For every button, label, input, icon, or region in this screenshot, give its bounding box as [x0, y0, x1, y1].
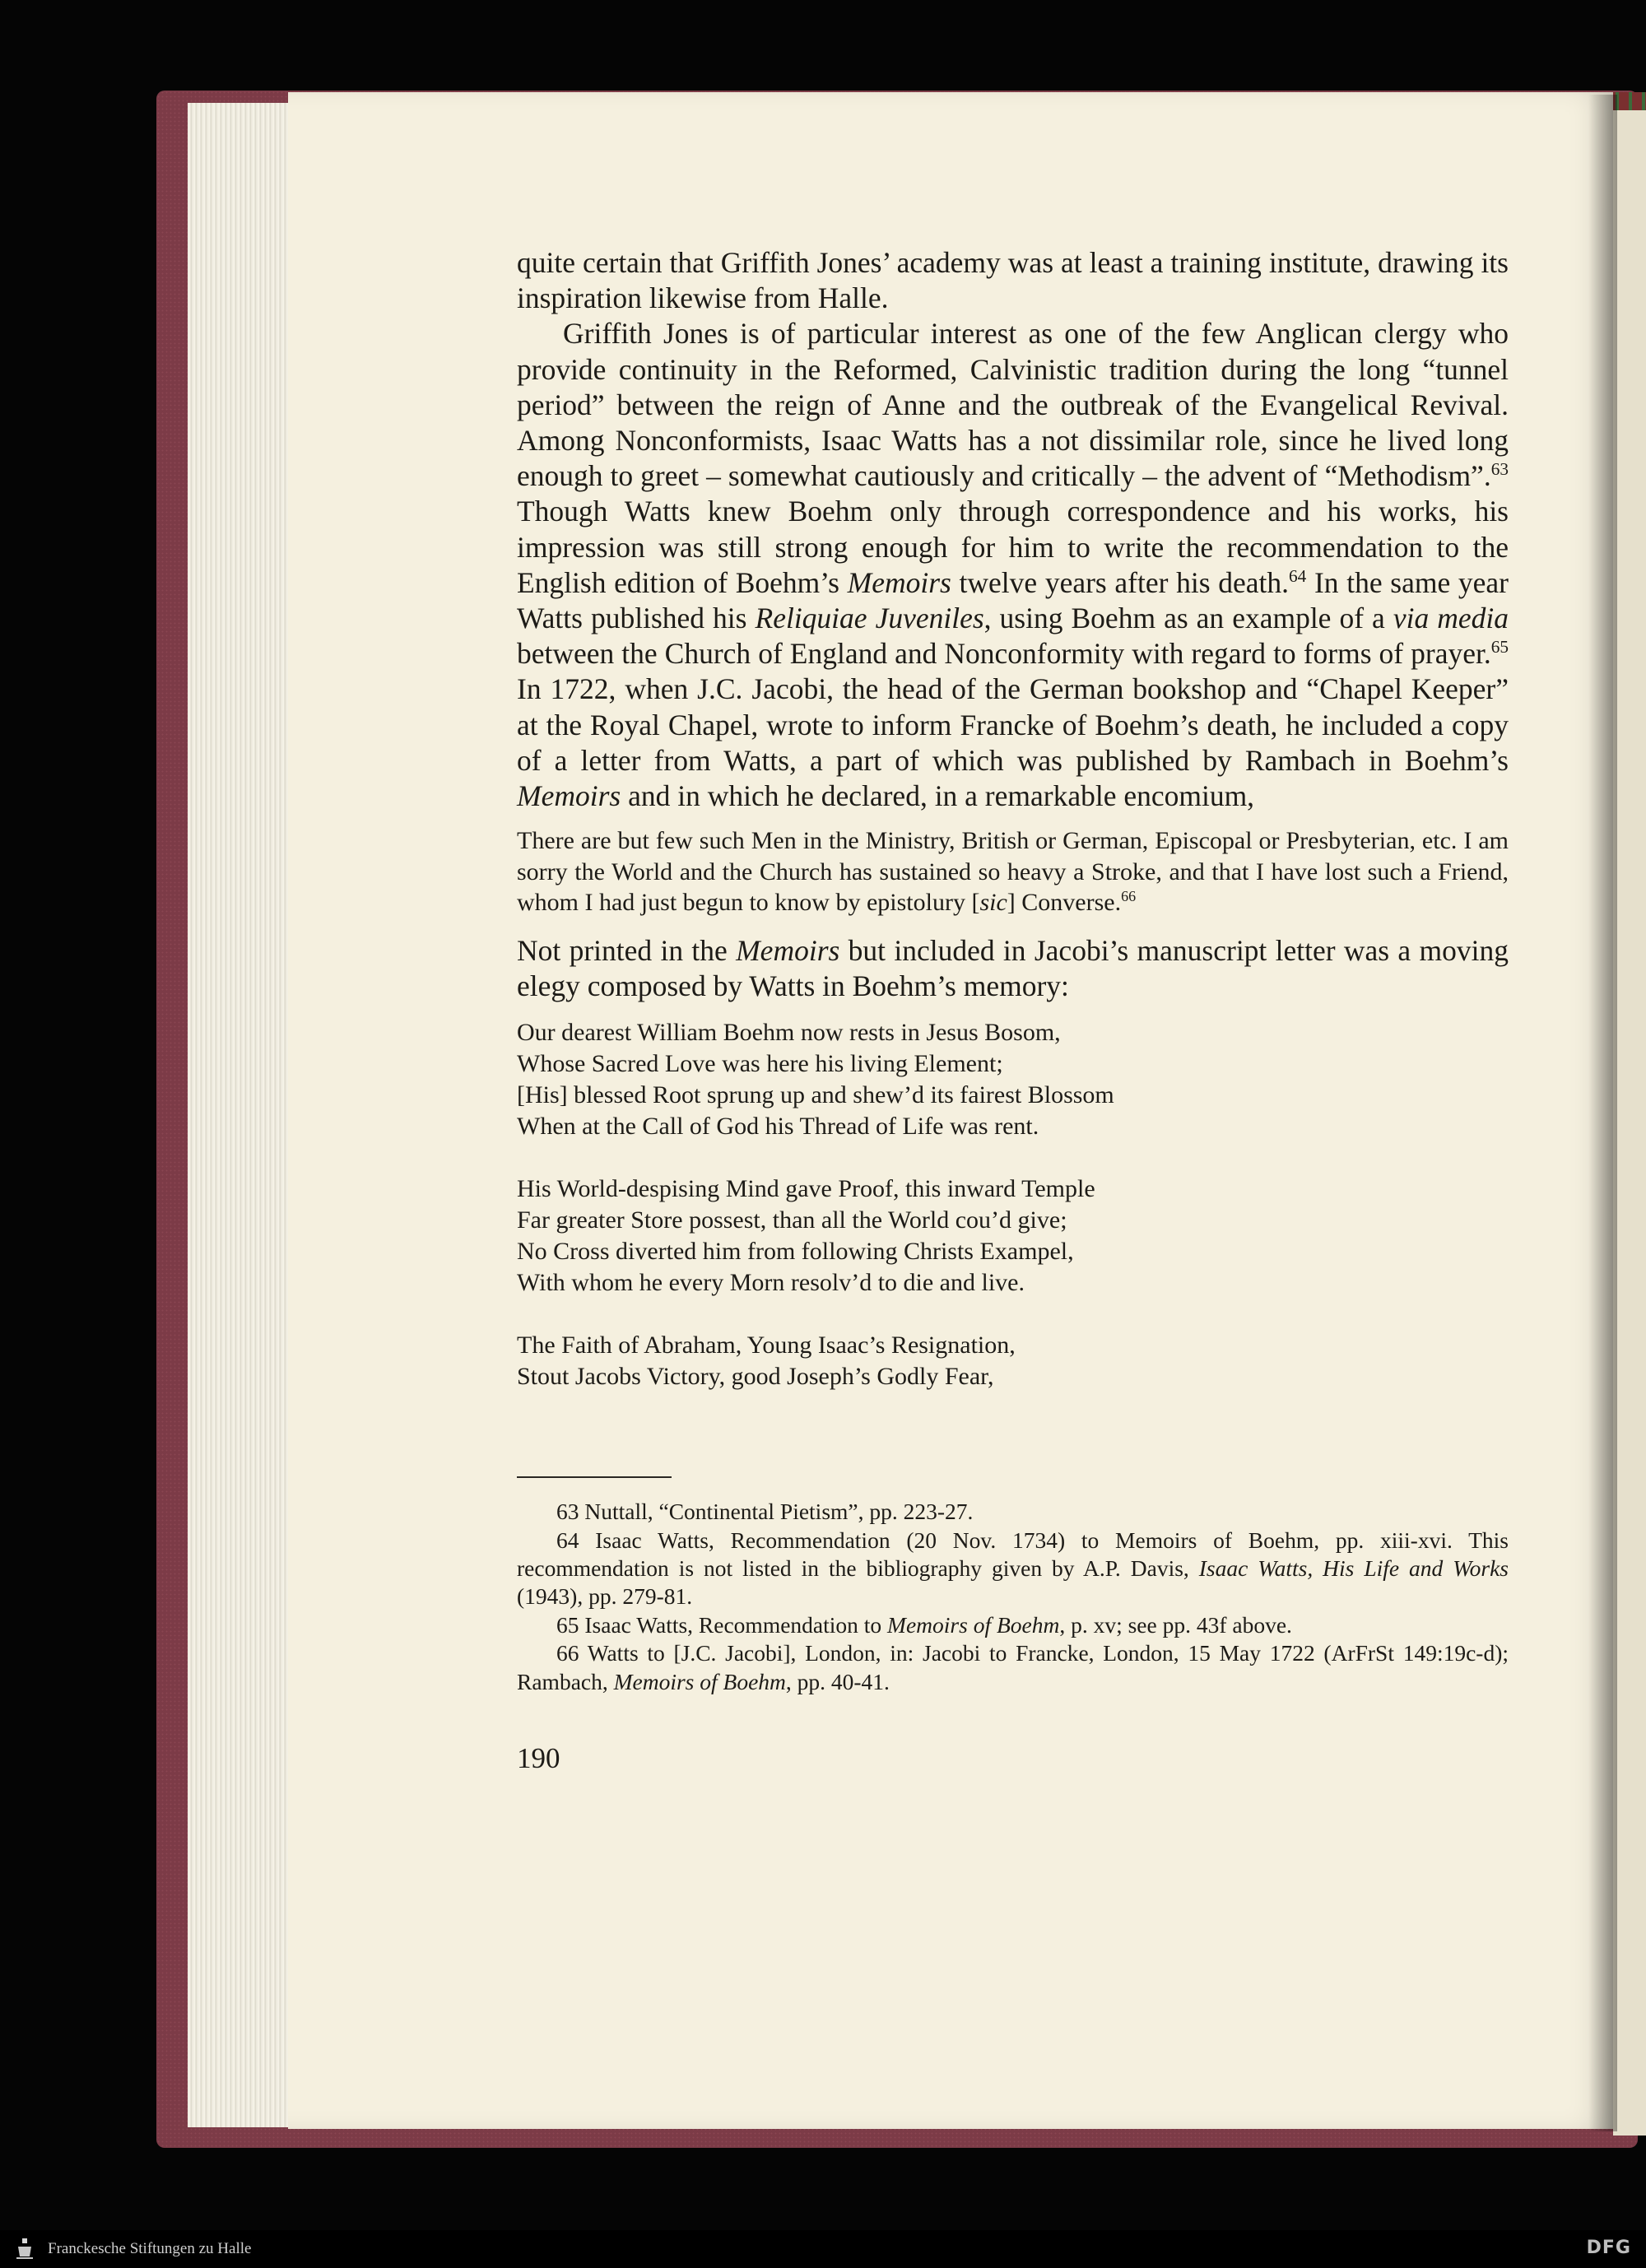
text-run: , pp. 40-41.	[785, 1668, 890, 1694]
text-run: , p. xv; see pp. 43f above.	[1059, 1611, 1292, 1638]
italic-run: via media	[1393, 602, 1509, 635]
text-run: In the same year Watts published his	[517, 565, 1509, 635]
text-run: between the Church of England and Nonconformity with regard to forms of prayer.	[517, 637, 1491, 671]
footnote-64	[517, 1527, 1509, 1611]
text-run: and in which he declared, in a remarkable encomium,	[621, 779, 1255, 813]
dfg-logo: DFG	[1586, 2238, 1631, 2258]
footnote-ref: 64	[1289, 566, 1307, 587]
gutter-shadow	[1588, 95, 1617, 2131]
text-run: In 1722, when J.C. Jacobi, the head of the German bookshop and “Chapel Keeper” at the Royal Chapel, wrote to inform Francke of Boehm’s death, he included a copy of a letter from Watts, a part of which was published by Rambach in Boehm’s	[517, 672, 1509, 777]
poem-line: [His] blessed Root sprung up and shew’d its fairest Blossom	[517, 1081, 1114, 1109]
text-run: There are but few such Men in the Ministry, British or German, Episcopal or Presbyterian, etc. I am sorry the World and the Church has sustained so heavy a Stroke, and that I have lost such a Friend, whom I had just begun to know by epistolury [	[517, 827, 1509, 917]
text-run: 63 Nuttall, “Continental Pietism”, pp. 223-27.	[556, 1499, 974, 1525]
italic-run: Reliquiae Juveniles	[755, 602, 984, 635]
block-quote	[517, 825, 1509, 918]
page-block-edges	[188, 103, 303, 2127]
text-run: , using Boehm as an example of a	[983, 602, 1393, 635]
footnote-66	[517, 1639, 1509, 1696]
text-run: Though Watts knew Boehm only through correspondence and his works, his impression was still strong enough for him to write the recommendation to the English edition of Boehm’s	[517, 495, 1509, 599]
body-paragraph-1	[517, 245, 1509, 316]
page-text-block	[517, 245, 1509, 1775]
italic-run: Memoirs	[517, 779, 621, 813]
text-run: (1943), pp. 279-81.	[517, 1583, 693, 1610]
footnote-63	[517, 1498, 1509, 1526]
poem-line: The Faith of Abraham, Young Isaac’s Resignation,	[517, 1332, 1016, 1359]
text-run: but included in Jacobi’s manuscript letter was a moving elegy composed by Watts in Boehm’s memory:	[517, 933, 1509, 1002]
elegy-poem	[517, 1017, 1509, 1392]
italic-run: Memoirs	[847, 565, 951, 599]
text-run: twelve years after his death.	[951, 565, 1289, 599]
italic-run: Memoirs	[736, 933, 840, 967]
footnote-ref: 65	[1490, 637, 1509, 658]
text-run: 66 Watts to [J.C. Jacobi], London, in: Jacobi to Francke, London, 15 May 1722 (ArFrSt 149:19c-d); Rambach,	[517, 1640, 1509, 1694]
text-run: 65 Isaac Watts, Recommendation to	[556, 1611, 888, 1638]
franckesche-stiftungen-emblem-icon	[13, 2237, 36, 2261]
facing-page-edge	[1613, 95, 1646, 2136]
page-number: 190	[517, 1742, 560, 1774]
viewer-footer	[0, 2230, 1646, 2268]
italic-run: Memoirs of Boehm	[613, 1668, 786, 1694]
text-run: Not printed in the	[517, 933, 737, 967]
poem-line: Our dearest William Boehm now rests in Jesus Bosom,	[517, 1019, 1061, 1047]
poem-line: His World-despising Mind gave Proof, this inward Temple	[517, 1175, 1095, 1203]
text-run: ] Converse.	[1007, 889, 1122, 917]
poem-line: With whom he every Morn resolv’d to die and live.	[517, 1269, 1025, 1297]
footnote-ref: 63	[1490, 459, 1509, 480]
poem-line: When at the Call of God his Thread of Life was rent.	[517, 1113, 1039, 1141]
body-paragraph-3	[517, 933, 1509, 1004]
text-run: quite certain that Griffith Jones’ academy was at least a training institute, drawing its inspiration likewise from Halle.	[517, 246, 1509, 315]
footnote-separator	[517, 1476, 672, 1478]
poem-stanza-3	[517, 1330, 1509, 1392]
poem-line: Stout Jacobs Victory, good Joseph’s Godly Fear,	[517, 1363, 994, 1391]
poem-stanza-2	[517, 1174, 1509, 1299]
footnote-ref: 66	[1121, 888, 1137, 905]
poem-stanza-1	[517, 1017, 1509, 1142]
footnotes	[517, 1498, 1509, 1696]
text-run: Griffith Jones is of particular interest as one of the few Anglican clergy who provide continuity in the Reformed, Calvinistic tradition during the long “tunnel period” between the reign of Anne and the outbreak of the Evangelical Revival. Among Nonconformists, Isaac Watts has a not dissimilar role, since he lived long enough to greet – somewhat cautiously and critically – the advent of “Methodism”.	[517, 317, 1509, 493]
text-run: 64 Isaac Watts, Recommendation (20 Nov. 1734) to Memoirs of Boehm, pp. xiii-xvi. This recommendation is not listed in the bibliography given by A.P. Davis,	[517, 1527, 1509, 1581]
italic-run: Memoirs of Boehm	[887, 1611, 1060, 1638]
italic-run: Isaac Watts, His Life and Works	[1198, 1555, 1509, 1581]
poem-line: No Cross diverted him from following Christs Exampel,	[517, 1238, 1074, 1266]
body-paragraph-2	[517, 316, 1509, 814]
poem-line: Whose Sacred Love was here his living Element;	[517, 1050, 1003, 1078]
footnote-65	[517, 1611, 1509, 1639]
poem-line: Far greater Store possest, than all the World cou’d give;	[517, 1206, 1067, 1234]
organization-name: Franckesche Stiftungen zu Halle	[48, 2240, 252, 2257]
italic-run: sic	[979, 889, 1007, 917]
